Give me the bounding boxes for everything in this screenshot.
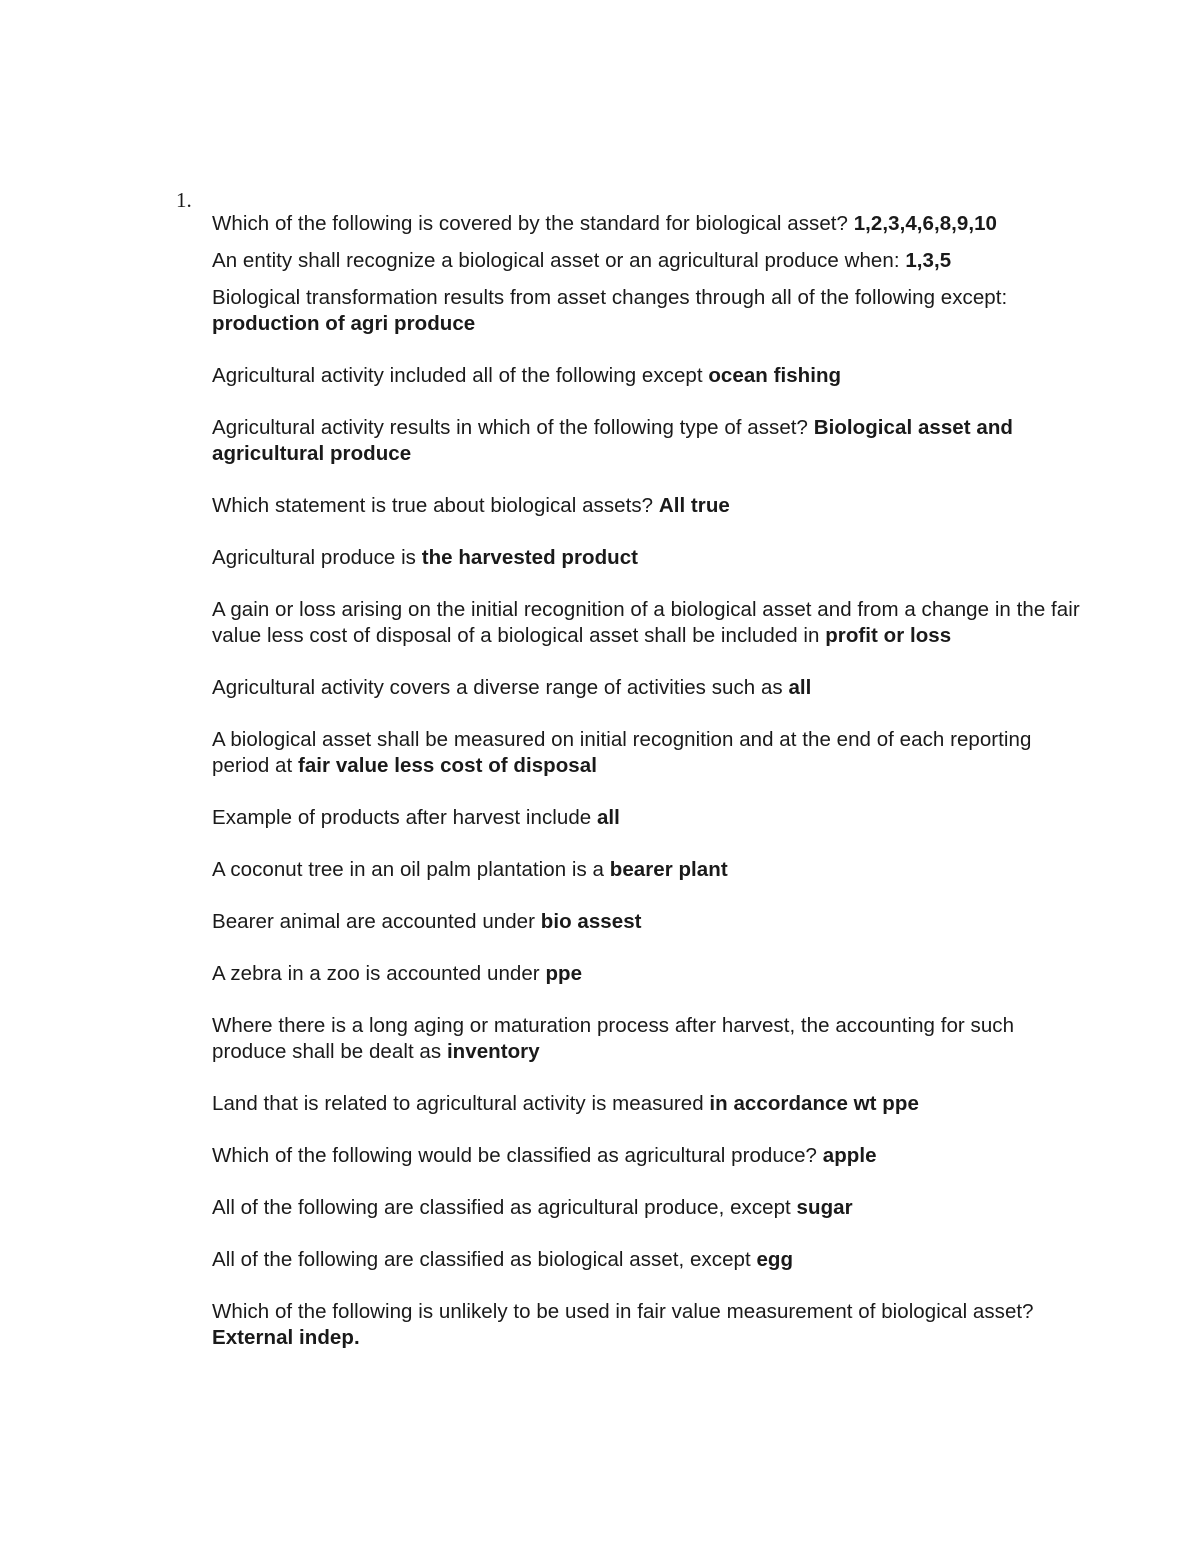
question-text: Which of the following is unlikely to be used in fair value measurement of biological asset? xyxy=(212,1300,1034,1323)
answer-text: profit or loss xyxy=(825,624,952,647)
qa-item xyxy=(212,597,1092,649)
question-text: Which statement is true about biological assets? xyxy=(212,494,659,517)
answer-text: all xyxy=(596,806,620,829)
question-answer-list xyxy=(212,211,1092,1377)
question-text: Bearer animal are accounted under xyxy=(212,910,541,933)
question-text: A gain or loss arising on the initial recognition of a biological asset and from a change in the fair value less cost of disposal of a biological asset shall be included in xyxy=(212,598,1080,647)
qa-item xyxy=(212,1195,1092,1221)
answer-text: production of agri produce xyxy=(212,312,476,335)
question-text: All of the following are classified as biological asset, except xyxy=(212,1248,757,1271)
question-text: A coconut tree in an oil palm plantation is a xyxy=(212,858,610,881)
qa-item xyxy=(212,1299,1092,1351)
question-text: Which of the following would be classified as agricultural produce? xyxy=(212,1144,823,1167)
answer-text: the harvested product xyxy=(421,546,639,569)
qa-item xyxy=(212,211,1092,237)
qa-item xyxy=(212,909,1092,935)
question-text: Example of products after harvest include xyxy=(212,806,597,829)
question-text: Agricultural produce is xyxy=(212,546,422,569)
answer-text: sugar xyxy=(796,1196,853,1219)
qa-item xyxy=(212,961,1092,987)
answer-text: inventory xyxy=(446,1040,540,1063)
qa-item xyxy=(212,727,1092,779)
answer-text: bio assest xyxy=(540,910,642,933)
qa-item xyxy=(212,545,1092,571)
question-text: Agricultural activity covers a diverse range of activities such as xyxy=(212,676,789,699)
question-text: Agricultural activity results in which of the following type of asset? xyxy=(212,416,814,439)
qa-item xyxy=(212,1143,1092,1169)
list-number: 1. xyxy=(176,188,192,212)
answer-text: 1,3,5 xyxy=(905,249,952,272)
answer-text: 1,2,3,4,6,8,9,10 xyxy=(853,212,998,235)
answer-text: ppe xyxy=(545,962,583,985)
qa-item xyxy=(212,675,1092,701)
question-text: A zebra in a zoo is accounted under xyxy=(212,962,546,985)
qa-item xyxy=(212,363,1092,389)
answer-text: fair value less cost of disposal xyxy=(297,754,597,777)
qa-item xyxy=(212,415,1092,467)
answer-text: Biological asset and agricultural produce xyxy=(212,416,1013,465)
question-text: Which of the following is covered by the standard for biological asset? xyxy=(212,212,854,235)
answer-text: all xyxy=(788,676,812,699)
qa-item xyxy=(212,285,1092,337)
question-text: All of the following are classified as agricultural produce, except xyxy=(212,1196,797,1219)
question-text: A biological asset shall be measured on initial recognition and at the end of each reporting period at xyxy=(212,728,1032,777)
qa-item xyxy=(212,1091,1092,1117)
qa-item xyxy=(212,1013,1092,1065)
qa-item xyxy=(212,248,1092,274)
question-text: Land that is related to agricultural activity is measured xyxy=(212,1092,710,1115)
answer-text: ocean fishing xyxy=(708,364,842,387)
qa-item xyxy=(212,857,1092,883)
qa-item xyxy=(212,493,1092,519)
answer-text: All true xyxy=(658,494,730,517)
answer-text: egg xyxy=(756,1248,794,1271)
answer-text: bearer plant xyxy=(609,858,728,881)
qa-item xyxy=(212,1247,1092,1273)
answer-text: apple xyxy=(822,1144,877,1167)
question-text: An entity shall recognize a biological asset or an agricultural produce when: xyxy=(212,249,906,272)
question-text: Where there is a long aging or maturation process after harvest, the accounting for such produce shall be dealt as xyxy=(212,1014,1015,1063)
question-text: Biological transformation results from asset changes through all of the following except: xyxy=(212,286,1008,309)
answer-text: in accordance wt ppe xyxy=(709,1092,919,1115)
answer-text: External indep. xyxy=(212,1326,360,1349)
question-text: Agricultural activity included all of the following except xyxy=(212,364,709,387)
qa-item xyxy=(212,805,1092,831)
